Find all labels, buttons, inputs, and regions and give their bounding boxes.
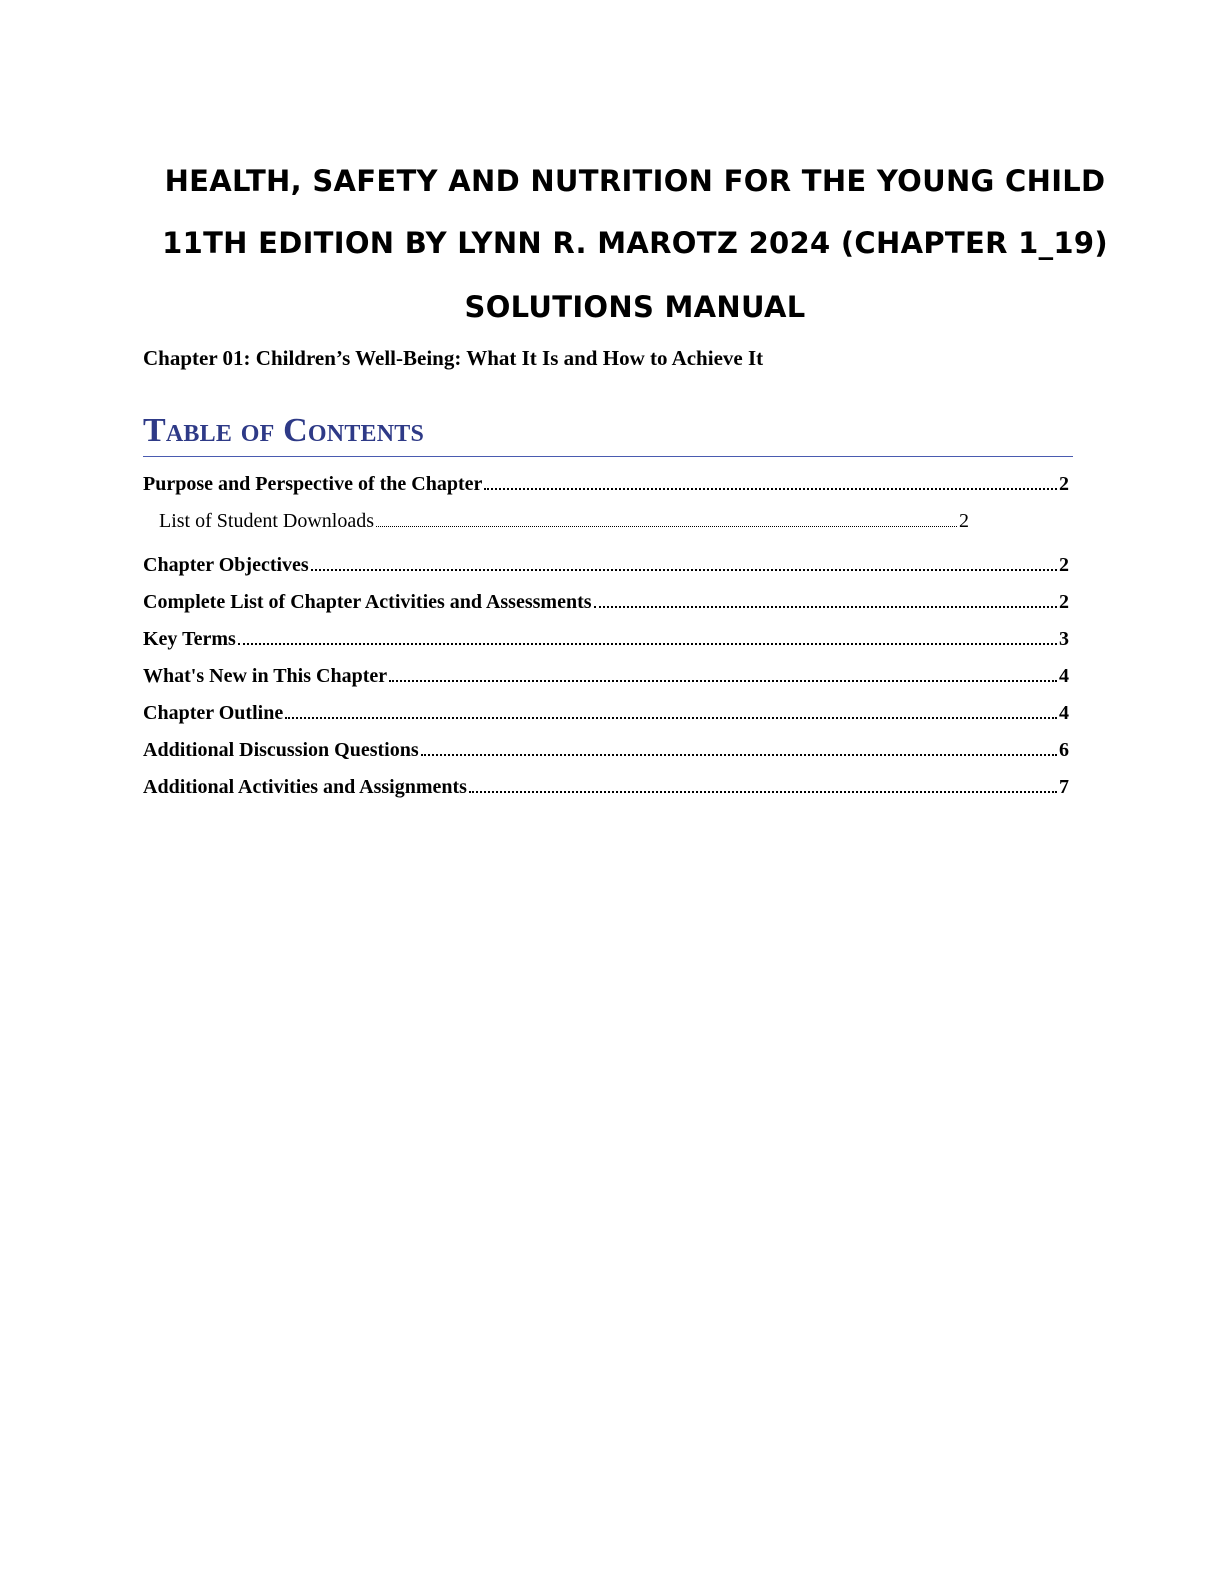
toc-entry-page: 7	[1059, 776, 1069, 798]
toc-divider	[143, 456, 1073, 457]
toc-entry-label: Chapter Outline	[143, 702, 284, 724]
document-title-line-1: HEALTH, SAFETY AND NUTRITION FOR THE YOUNG CHILD	[164, 164, 1106, 198]
toc-entry-activities-assessments[interactable]	[143, 591, 1069, 619]
table-of-contents	[143, 473, 1069, 813]
toc-entry-label: Additional Discussion Questions	[143, 739, 419, 761]
toc-entry-objectives[interactable]	[143, 554, 1069, 582]
toc-entry-page: 4	[1059, 665, 1069, 687]
toc-entry-page: 4	[1059, 702, 1069, 724]
toc-entry-label: Chapter Objectives	[143, 554, 309, 576]
toc-entry-label: Additional Activities and Assignments	[143, 776, 467, 798]
toc-leader-dots	[594, 606, 1057, 608]
toc-entry-label: Key Terms	[143, 628, 236, 650]
toc-entry-label: Complete List of Chapter Activities and Assessments	[143, 591, 592, 613]
toc-heading: Table of Contents	[143, 412, 425, 449]
toc-entry-label: Purpose and Perspective of the Chapter	[143, 473, 483, 495]
toc-leader-dots	[311, 569, 1057, 571]
toc-entry-outline[interactable]	[143, 702, 1069, 730]
chapter-heading: Chapter 01: Children’s Well-Being: What It Is and How to Achieve It	[143, 346, 764, 370]
toc-leader-dots	[389, 680, 1057, 682]
toc-leader-dots	[469, 791, 1057, 793]
toc-entry-student-downloads[interactable]	[159, 510, 969, 538]
toc-leader-dots	[285, 717, 1057, 719]
toc-entry-page: 2	[1059, 554, 1069, 576]
toc-entry-page: 2	[1059, 591, 1069, 613]
toc-leader-dots	[376, 526, 957, 527]
toc-entry-page: 6	[1059, 739, 1069, 761]
toc-entry-key-terms[interactable]	[143, 628, 1069, 656]
toc-entry-page: 2	[1059, 473, 1069, 495]
toc-entry-whats-new[interactable]	[143, 665, 1069, 693]
toc-entry-page: 3	[1059, 628, 1069, 650]
toc-leader-dots	[238, 643, 1057, 645]
toc-leader-dots	[484, 488, 1057, 490]
document-title-line-2: 11TH EDITION BY LYNN R. MAROTZ 2024 (CHAPTER 1_19)	[162, 226, 1108, 260]
document-title-line-3: SOLUTIONS MANUAL	[464, 290, 806, 324]
toc-entry-label: List of Student Downloads	[159, 510, 374, 532]
toc-entry-purpose[interactable]	[143, 473, 1069, 501]
toc-entry-discussion-questions[interactable]	[143, 739, 1069, 767]
toc-entry-page: 2	[959, 510, 969, 532]
toc-entry-label: What's New in This Chapter	[143, 665, 388, 687]
toc-leader-dots	[421, 754, 1057, 756]
toc-entry-activities-assignments[interactable]	[143, 776, 1069, 804]
